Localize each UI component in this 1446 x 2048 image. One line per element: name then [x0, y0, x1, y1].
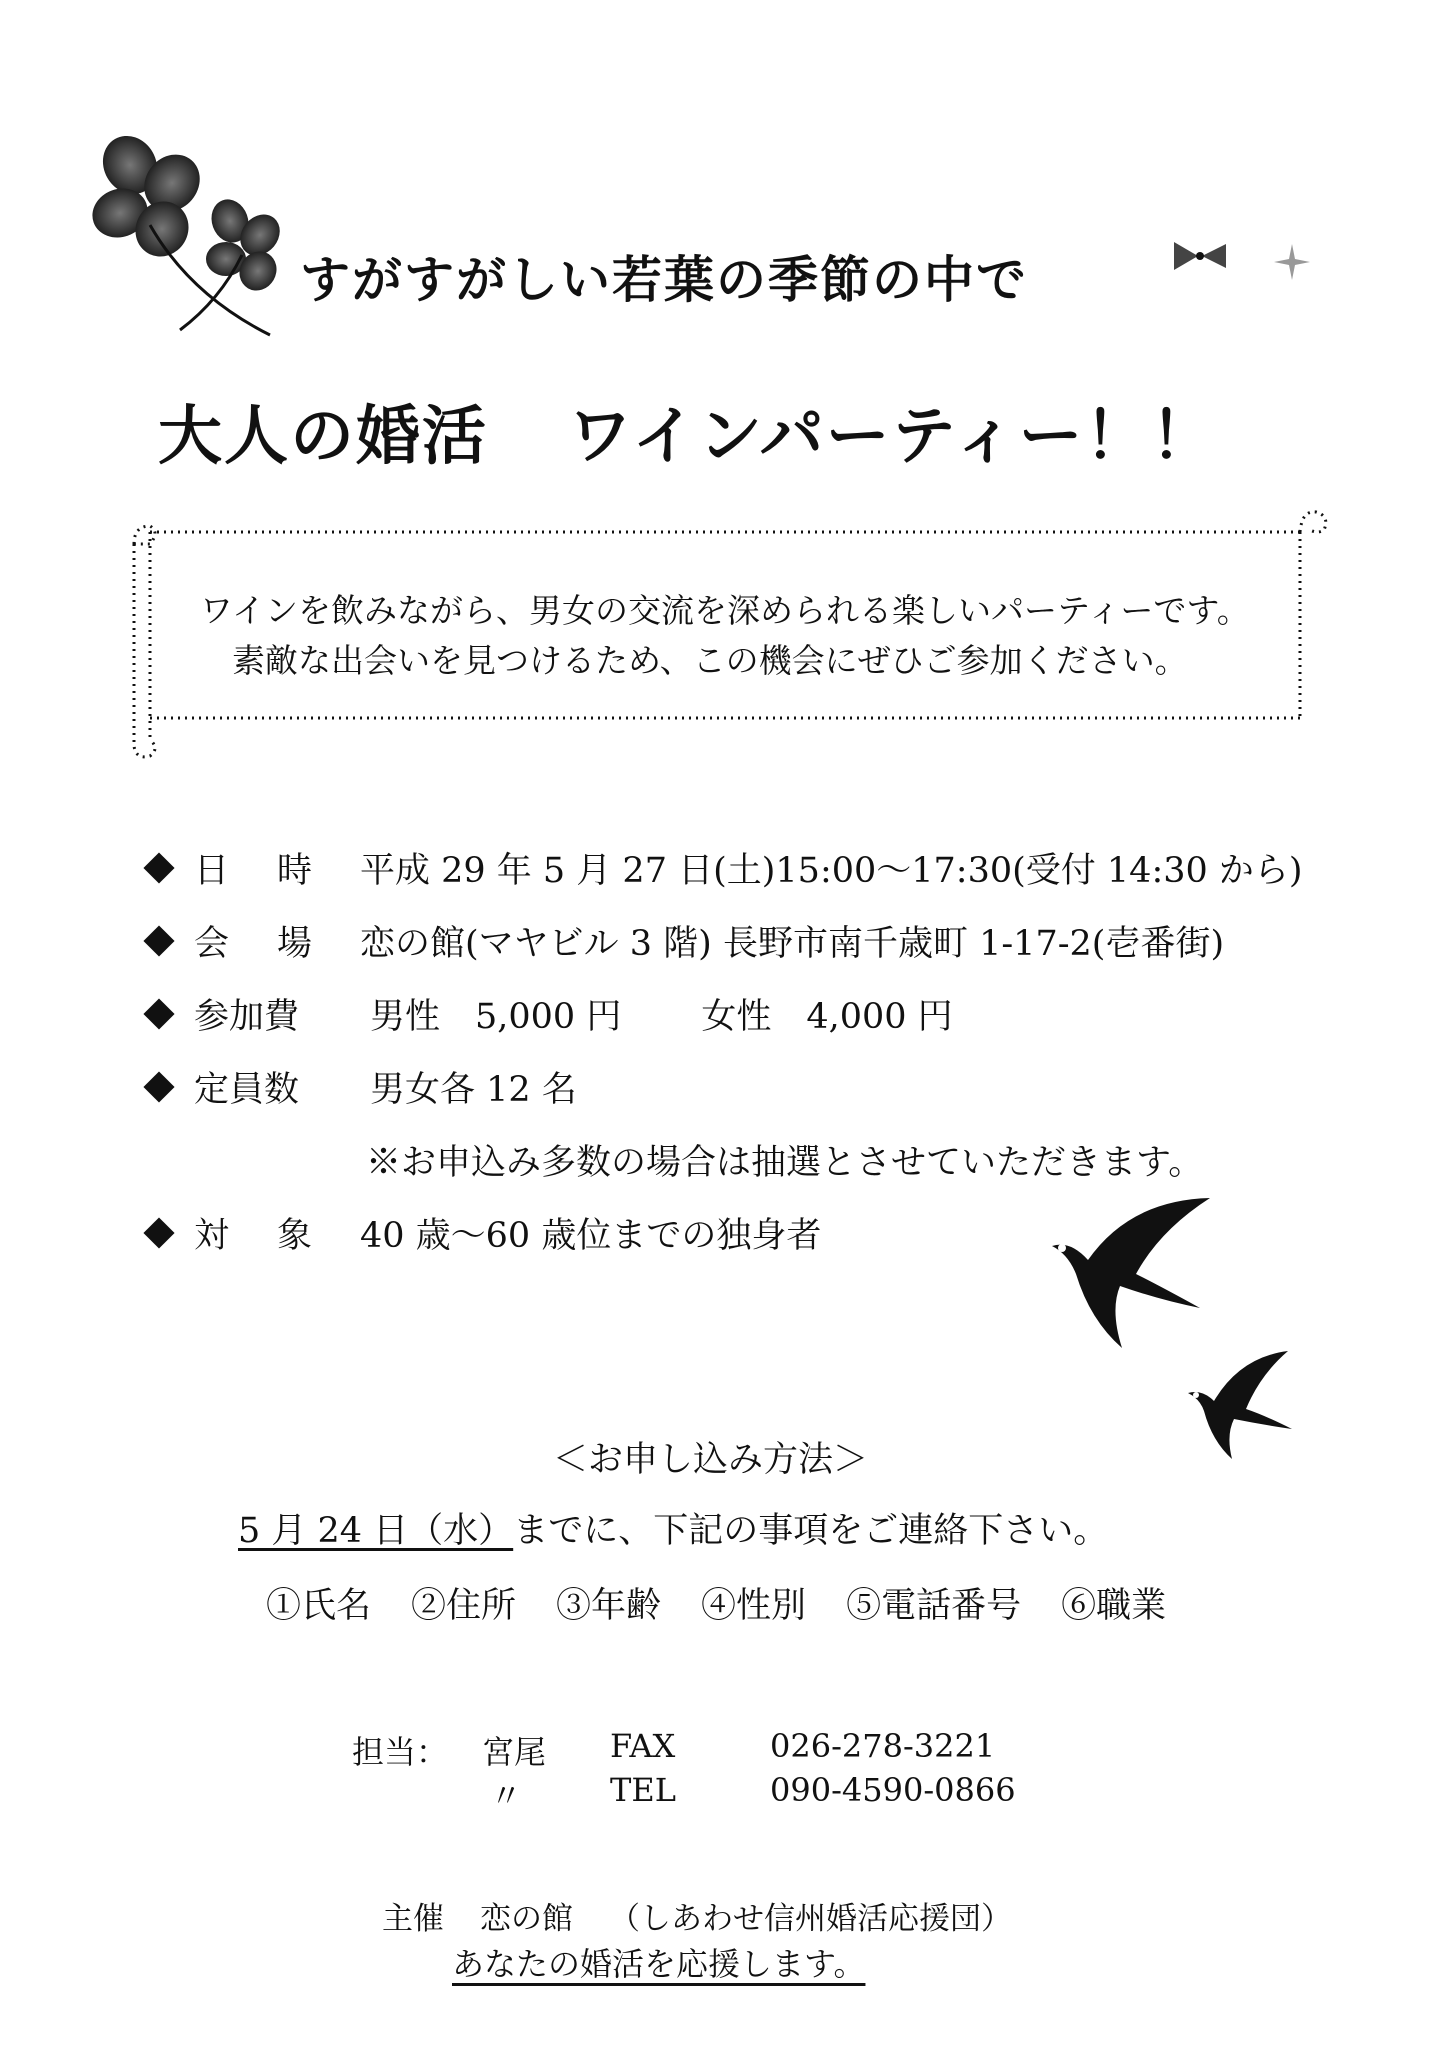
sparkle-icon — [1270, 240, 1314, 284]
diamond-bullet-icon — [143, 1071, 174, 1102]
diamond-bullet-icon — [143, 1217, 174, 1248]
organizer-name: 恋の館 — [480, 1901, 573, 1937]
item-phone: ⑤電話番号 — [846, 1586, 1022, 1626]
detail-capacity — [140, 1062, 577, 1112]
item-occupation: ⑥職業 — [1061, 1586, 1167, 1626]
swallow-icon — [1180, 1345, 1300, 1465]
deadline-suffix: までに、下記の事項をご連絡下さい。 — [513, 1511, 1109, 1551]
item-age: ③年齢 — [556, 1586, 662, 1626]
fee-label: 参加費 — [194, 997, 300, 1037]
datetime-label-a: 日 — [194, 851, 230, 891]
venue-label-b: 場 — [276, 924, 312, 964]
contact-label: 担当： — [352, 1733, 449, 1771]
venue-value: 恋の館(マヤビル 3 階) 長野市南千歳町 1-17-2(壱番街) — [360, 924, 1225, 964]
detail-datetime — [140, 843, 1303, 893]
item-gender: ④性別 — [701, 1586, 807, 1626]
target-label-b: 象 — [276, 1216, 312, 1256]
subtitle: すがすがしい若葉の季節の中で — [300, 251, 1028, 309]
deadline-date: 5 月 24 日（水） — [238, 1511, 514, 1551]
required-items — [266, 1578, 1166, 1628]
organizer-slogan: あなたの婚活を応援します。 — [452, 1945, 866, 1983]
tel-label: TEL — [610, 1771, 676, 1809]
datetime-value: 平成 29 年 5 月 27 日(土)15:00～17:30(受付 14:30 から) — [360, 851, 1303, 891]
target-value: 40 歳～60 歳位までの独身者 — [360, 1216, 822, 1256]
target-label — [194, 1208, 312, 1258]
main-title — [158, 385, 1216, 477]
title-left: 大人の婚活 — [158, 400, 488, 474]
fax-label: FAX — [610, 1727, 676, 1765]
tel-number: 090-4590-0866 — [770, 1771, 1016, 1809]
apply-heading: ＜お申し込み方法＞ — [553, 1440, 869, 1480]
title-right: ワインパーティー！！ — [568, 400, 1217, 474]
organizer-group: （しあわせ信州婚活応援団） — [609, 1901, 1012, 1937]
capacity-note: ※お申込み多数の場合は抽選とさせていただきます。 — [366, 1143, 1204, 1183]
venue-label — [194, 916, 312, 966]
target-label-a: 対 — [194, 1216, 230, 1256]
detail-target — [140, 1208, 821, 1258]
diamond-bullet-icon — [143, 925, 174, 956]
swallow-icon — [1040, 1190, 1220, 1360]
intro-line-2: 素敵な出会いを見つけるため、この機会にぜひご参加ください。 — [232, 641, 1188, 680]
diamond-bullet-icon — [143, 998, 174, 1029]
intro-line-1: ワインを飲みながら、男女の交流を深められる楽しいパーティーです。 — [200, 591, 1250, 630]
datetime-label — [194, 843, 312, 893]
fee-male: 男性 5,000 円 — [370, 997, 622, 1037]
item-address: ②住所 — [411, 1586, 517, 1626]
contact-name: 宮尾 — [482, 1733, 547, 1771]
capacity-value: 男女各 12 名 — [370, 1070, 577, 1110]
deadline-line — [238, 1503, 1108, 1553]
organizer-line — [382, 1893, 1012, 1938]
capacity-label: 定員数 — [194, 1070, 300, 1110]
detail-fee — [140, 989, 953, 1039]
organizer-label: 主催 — [382, 1901, 444, 1937]
item-name: ①氏名 — [266, 1586, 372, 1626]
clover-icon — [70, 125, 300, 345]
datetime-label-b: 時 — [276, 851, 312, 891]
detail-venue — [140, 916, 1224, 966]
bow-icon — [1170, 236, 1230, 276]
fee-female: 女性 4,000 円 — [701, 997, 953, 1037]
diamond-bullet-icon — [143, 852, 174, 883]
fax-number: 026-278-3221 — [770, 1727, 996, 1765]
contact-ditto: 〃 — [490, 1777, 523, 1815]
venue-label-a: 会 — [194, 924, 230, 964]
